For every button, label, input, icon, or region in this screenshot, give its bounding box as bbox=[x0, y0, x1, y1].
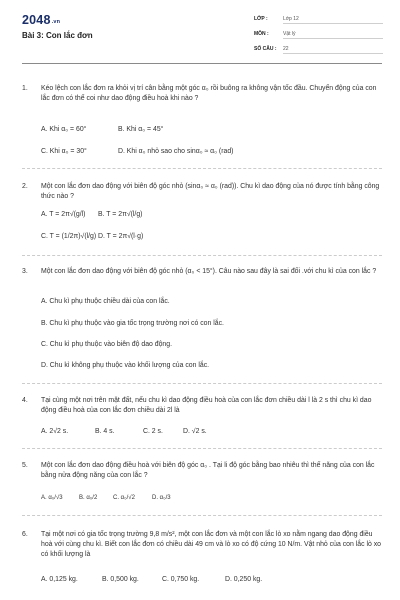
answer-option[interactable]: C. Khi α₀ = 30° bbox=[41, 148, 87, 155]
question-number: 4. bbox=[22, 397, 28, 404]
question-divider bbox=[22, 168, 382, 169]
question-divider bbox=[22, 448, 382, 449]
worksheet-header bbox=[0, 0, 400, 62]
question-6 bbox=[22, 530, 382, 560]
count-label: SỐ CÂU : bbox=[254, 46, 277, 52]
logo-suffix: .vn bbox=[51, 19, 61, 25]
subject-value: Vật lý bbox=[283, 31, 296, 37]
answer-option[interactable]: B. T = 2π√(l/g) bbox=[98, 211, 143, 218]
question-number: 1. bbox=[22, 85, 28, 92]
answer-option[interactable]: D. √2 s. bbox=[183, 428, 207, 435]
answer-option[interactable]: A. α₀/√3 bbox=[41, 495, 63, 501]
answer-option[interactable]: D. 0,250 kg. bbox=[225, 576, 263, 583]
answer-option[interactable]: B. Chu kì phụ thuộc vào gia tốc trọng trường nơi có con lắc. bbox=[41, 320, 224, 327]
question-divider bbox=[22, 255, 382, 256]
class-underline bbox=[283, 23, 383, 24]
class-value: Lớp 12 bbox=[283, 16, 299, 22]
answer-option[interactable]: A. Chu kì phụ thuộc chiều dài của con lắc. bbox=[41, 298, 170, 305]
subject-underline bbox=[283, 38, 383, 39]
question-number: 3. bbox=[22, 268, 28, 275]
answer-option[interactable]: B. α₀/2 bbox=[79, 495, 98, 501]
question-1 bbox=[22, 84, 382, 104]
question-5 bbox=[22, 461, 382, 481]
question-text: Kéo lệch con lắc đơn ra khỏi vị trí cân bằng một góc α₀ rồi buông ra không vận tốc đầu. Chuyển động của con lắc đơn có thể coi như dao động điều hoà khi nào ? bbox=[41, 85, 377, 102]
question-text: Một con lắc đơn dao động điều hoà với biên độ góc α₀ . Tại li độ góc bằng bao nhiêu thì thế năng của con lắc bằng nửa động năng của con lắc ? bbox=[41, 462, 375, 479]
answer-option[interactable]: C. 2 s. bbox=[143, 428, 163, 435]
question-2 bbox=[22, 182, 382, 202]
count-underline bbox=[283, 53, 383, 54]
answer-option[interactable]: D. T = 2π√(l·g) bbox=[98, 233, 144, 240]
answer-option[interactable]: C. T = (1/2π)√(l/g) bbox=[41, 233, 97, 240]
question-4 bbox=[22, 396, 382, 416]
answer-option[interactable]: A. T = 2π√(g/l) bbox=[41, 211, 86, 218]
answer-option[interactable]: A. 2√2 s. bbox=[41, 428, 69, 435]
logo-text: 2048 bbox=[22, 13, 51, 27]
question-text: Tại một nơi có gia tốc trọng trường 9,8 m/s², một con lắc đơn và một con lắc lò xo nằm ngang dao động điều hoà với cùng chu kì. Biết con lắc đơn có chiều dài 49 cm và lò xo có độ cứng 10 N/m. Vật nhỏ của con lắc lò xo có khối lượng là bbox=[41, 531, 381, 558]
answer-option[interactable]: C. α₀/√2 bbox=[113, 495, 135, 501]
answer-option[interactable]: D. α₀/3 bbox=[152, 495, 171, 501]
answer-option[interactable]: B. 4 s. bbox=[95, 428, 115, 435]
answer-option[interactable]: A. Khi α₀ = 60° bbox=[41, 126, 87, 133]
question-text: Một con lắc đơn dao động với biên độ góc nhỏ (α₀ < 15°). Câu nào sau đây là sai đối .với chu kì của con lắc ? bbox=[41, 268, 377, 275]
lesson-title: Bài 3: Con lắc đơn bbox=[22, 31, 93, 40]
answer-option[interactable]: D. Chu kì không phụ thuộc vào khối lượng của con lắc. bbox=[41, 362, 210, 369]
count-value: 22 bbox=[283, 46, 289, 52]
answer-option[interactable]: B. 0,500 kg. bbox=[102, 576, 139, 583]
subject-label: MÔN : bbox=[254, 31, 269, 37]
answer-option[interactable]: B. Khi α₀ = 45° bbox=[118, 126, 164, 133]
answer-option[interactable]: C. 0,750 kg. bbox=[162, 576, 200, 583]
header-divider bbox=[22, 63, 382, 64]
site-logo[interactable] bbox=[22, 13, 60, 27]
question-text: Tại cùng một nơi trên mặt đất, nếu chu kì dao động điều hoà của con lắc đơn chiều dài l là 2 s thì chu kì dao động điều hoà của con lắc đơn chiều dài 2l là bbox=[41, 397, 372, 414]
question-divider bbox=[22, 515, 382, 516]
question-number: 6. bbox=[22, 531, 28, 538]
answer-option[interactable]: D. Khi α₀ nhỏ sao cho sinα₀ ≈ α₀ (rad) bbox=[118, 148, 234, 155]
answer-option[interactable]: A. 0,125 kg. bbox=[41, 576, 78, 583]
class-label: LỚP : bbox=[254, 16, 268, 22]
answer-option[interactable]: C. Chu kì phụ thuộc vào biên độ dao động. bbox=[41, 341, 173, 348]
question-3 bbox=[22, 267, 382, 277]
question-text: Một con lắc đơn dao động với biên độ góc nhỏ (sinα₀ ≈ α₀ (rad)). Chu kì dao động của nó được tính bằng công thức nào ? bbox=[41, 183, 380, 200]
question-number: 2. bbox=[22, 183, 28, 190]
question-number: 5. bbox=[22, 462, 28, 469]
question-divider bbox=[22, 383, 382, 384]
